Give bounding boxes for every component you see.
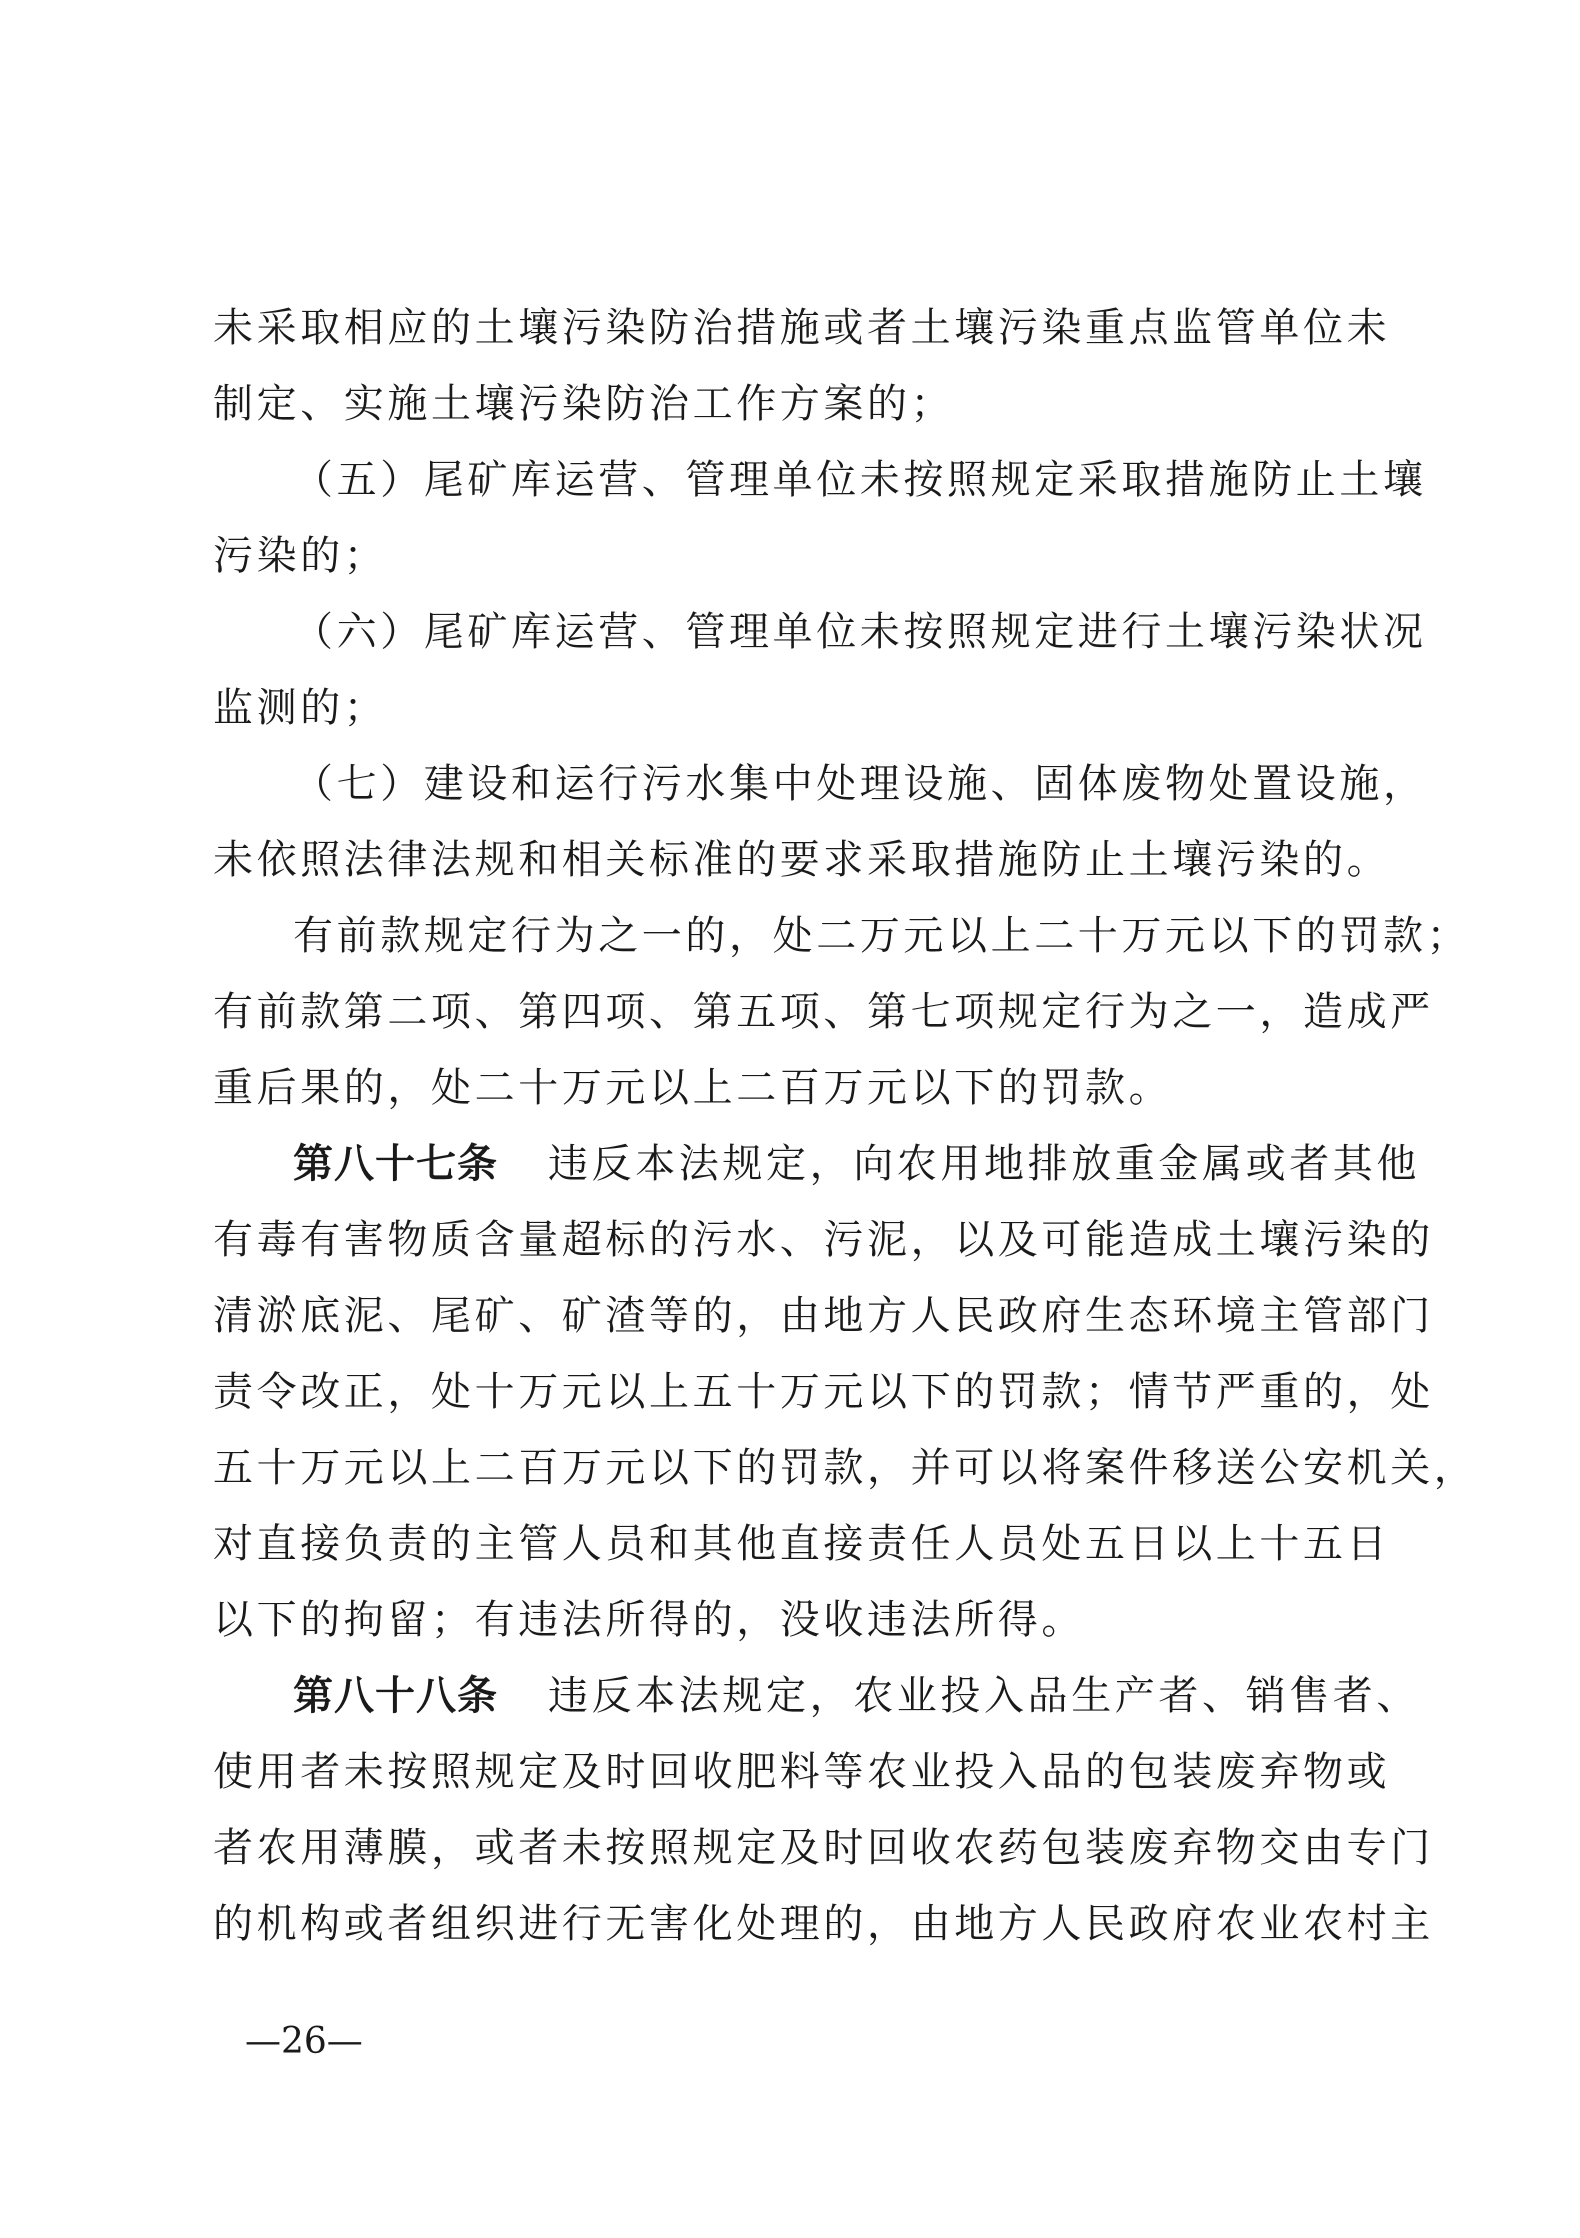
text-line: 者农用薄膜，或者未按照规定及时回收农药包装废弃物交由专门 [213,1825,1434,1871]
list-item-5: （五）尾矿库运营、管理单位未按照规定采取措施防止土壤 [293,457,1427,503]
page-number: —26— [245,2021,363,2062]
paragraph-start: 有前款规定行为之一的，处二万元以上二十万元以下的罚款； [293,913,1471,959]
list-item-6: （六）尾矿库运营、管理单位未按照规定进行土壤污染状况 [293,609,1427,655]
article-heading: 第八十七条 [293,1141,498,1187]
text-line: 责令改正，处十万元以上五十万元以下的罚款；情节严重的，处 [213,1369,1434,1415]
text-line: 使用者未按照规定及时回收肥料等农业投入品的包装废弃物或 [213,1749,1391,1795]
text-line: 未采取相应的土壤污染防治措施或者土壤污染重点监管单位未 [213,305,1391,351]
text-line: 未依照法律法规和相关标准的要求采取措施防止土壤污染的。 [213,837,1391,883]
text-line: 有前款第二项、第四项、第五项、第七项规定行为之一，造成严 [213,989,1434,1035]
text-line: 清淤底泥、尾矿、矿渣等的，由地方人民政府生态环境主管部门 [213,1293,1434,1339]
article-heading: 第八十八条 [293,1673,498,1719]
text-line: 以下的拘留；有违法所得的，没收违法所得。 [213,1597,1085,1643]
text-line: 重后果的，处二十万元以上二百万元以下的罚款。 [213,1065,1173,1111]
document-body [213,290,1478,1962]
article-87-start: 第八十七条 违反本法规定，向农用地排放重金属或者其他 [293,1141,1420,1187]
text-line: 对直接负责的主管人员和其他直接责任人员处五日以上十五日 [213,1521,1391,1567]
text-line: 污染的； [213,533,388,579]
list-item-7: （七）建设和运行污水集中处理设施、固体废物处置设施， [293,761,1427,807]
text-line: 制定、实施土壤污染防治工作方案的； [213,381,955,427]
text-line: 监测的； [213,685,388,731]
article-88-start: 第八十八条 违反本法规定，农业投入品生产者、销售者、 [293,1673,1420,1719]
text-line: 有毒有害物质含量超标的污水、污泥，以及可能造成土壤污染的 [213,1217,1434,1263]
text-line: 五十万元以上二百万元以下的罚款，并可以将案件移送公安机关， [213,1445,1478,1491]
text-line: 的机构或者组织进行无害化处理的，由地方人民政府农业农村主 [213,1901,1434,1947]
